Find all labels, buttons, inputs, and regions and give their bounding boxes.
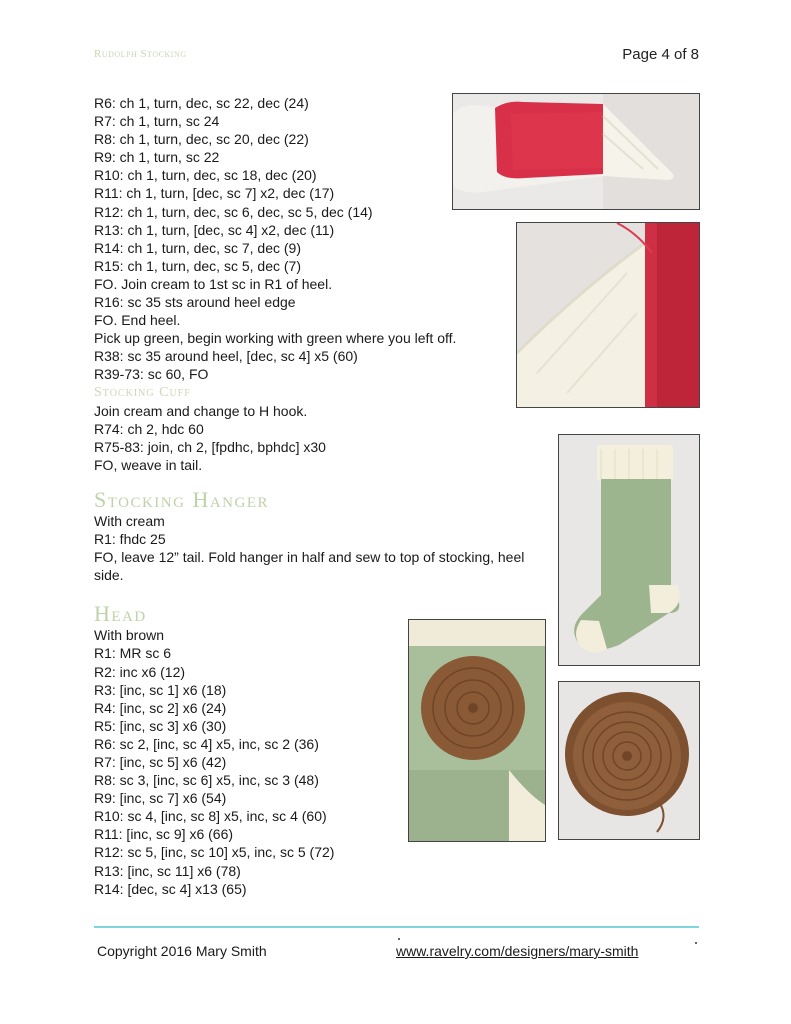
pattern-row: R12: sc 5, [inc, sc 10] x5, inc, sc 5 (72) bbox=[94, 844, 335, 861]
pattern-row: Join cream and change to H hook. bbox=[94, 402, 308, 419]
pattern-row: R4: [inc, sc 2] x6 (24) bbox=[94, 699, 227, 716]
hanger-section-title: Stocking Hanger bbox=[94, 486, 270, 512]
pattern-row: FO. End heel. bbox=[94, 312, 181, 329]
pattern-row: R6: sc 2, [inc, sc 4] x5, inc, sc 2 (36) bbox=[94, 735, 319, 752]
pattern-row: R13: [inc, sc 11] x6 (78) bbox=[94, 862, 241, 879]
photo-full-stocking bbox=[558, 434, 700, 666]
pattern-row: R9: ch 1, turn, sc 22 bbox=[94, 149, 220, 166]
pattern-row: R14: ch 1, turn, dec, sc 7, dec (9) bbox=[94, 239, 301, 256]
cuff-rows bbox=[94, 402, 549, 474]
pattern-row: R14: [dec, sc 4] x13 (65) bbox=[94, 880, 247, 897]
photo-heel-red bbox=[452, 93, 700, 210]
pattern-row: R75-83: join, ch 2, [fpdhc, bphdc] x30 bbox=[94, 438, 326, 455]
pattern-row: Pick up green, begin working with green where you left off. bbox=[94, 330, 457, 347]
footer-divider bbox=[94, 926, 699, 928]
pattern-row: R1: fhdc 25 bbox=[94, 531, 166, 548]
pattern-row: R15: ch 1, turn, dec, sc 5, dec (7) bbox=[94, 257, 301, 274]
pattern-row: R9: [inc, sc 7] x6 (54) bbox=[94, 790, 227, 807]
footer-copyright: Copyright 2016 Mary Smith bbox=[97, 943, 267, 959]
pattern-row: R39-73: sc 60, FO bbox=[94, 366, 209, 383]
page-number: Page 4 of 8 bbox=[622, 46, 699, 63]
pattern-row: With cream bbox=[94, 512, 165, 529]
pattern-row: FO, leave 12” tail. Fold hanger in half and sew to top of stocking, heel side. bbox=[94, 549, 525, 584]
footer-dot bbox=[398, 938, 400, 940]
pattern-row: R11: ch 1, turn, [dec, sc 7] x2, dec (17) bbox=[94, 185, 335, 202]
pattern-row: R38: sc 35 around heel, [dec, sc 4] x5 (60) bbox=[94, 348, 358, 365]
pattern-row: R8: ch 1, turn, dec, sc 20, dec (22) bbox=[94, 131, 309, 148]
pattern-row: R3: [inc, sc 1] x6 (18) bbox=[94, 681, 227, 698]
footer-dot bbox=[695, 942, 697, 944]
hanger-rows bbox=[94, 512, 549, 584]
pattern-row: R74: ch 2, hdc 60 bbox=[94, 420, 204, 437]
document-title: Rudolph Stocking bbox=[94, 48, 187, 60]
pattern-row: R13: ch 1, turn, [dec, sc 4] x2, dec (11) bbox=[94, 221, 335, 238]
pattern-row: R2: inc x6 (12) bbox=[94, 663, 186, 680]
pattern-row: With brown bbox=[94, 627, 165, 644]
pattern-row: FO. Join cream to 1st sc in R1 of heel. bbox=[94, 275, 333, 292]
pattern-row: FO, weave in tail. bbox=[94, 456, 203, 473]
pattern-row: R7: ch 1, turn, sc 24 bbox=[94, 113, 220, 130]
cuff-section-title: Stocking Cuff bbox=[94, 384, 191, 400]
photo-heel-closeup bbox=[516, 222, 700, 408]
designer-link[interactable]: www.ravelry.com/designers/mary-smith bbox=[396, 943, 639, 959]
pattern-row: R6: ch 1, turn, dec, sc 22, dec (24) bbox=[94, 95, 309, 111]
pattern-row: R12: ch 1, turn, dec, sc 6, dec, sc 5, dec (14) bbox=[94, 203, 373, 220]
photo-head-on-stocking bbox=[408, 619, 546, 842]
pattern-row: R11: [inc, sc 9] x6 (66) bbox=[94, 826, 234, 843]
pattern-row: R10: ch 1, turn, dec, sc 18, dec (20) bbox=[94, 167, 317, 184]
pattern-row: R10: sc 4, [inc, sc 8] x5, inc, sc 4 (60) bbox=[94, 808, 327, 825]
photo-head-top bbox=[558, 681, 700, 840]
pattern-row: R1: MR sc 6 bbox=[94, 645, 172, 662]
pattern-row: R16: sc 35 sts around heel edge bbox=[94, 294, 296, 311]
head-section-title: Head bbox=[94, 601, 147, 627]
pattern-row: R7: [inc, sc 5] x6 (42) bbox=[94, 754, 227, 770]
pattern-row: R8: sc 3, [inc, sc 6] x5, inc, sc 3 (48) bbox=[94, 772, 319, 789]
pattern-row: R5: [inc, sc 3] x6 (30) bbox=[94, 717, 227, 734]
